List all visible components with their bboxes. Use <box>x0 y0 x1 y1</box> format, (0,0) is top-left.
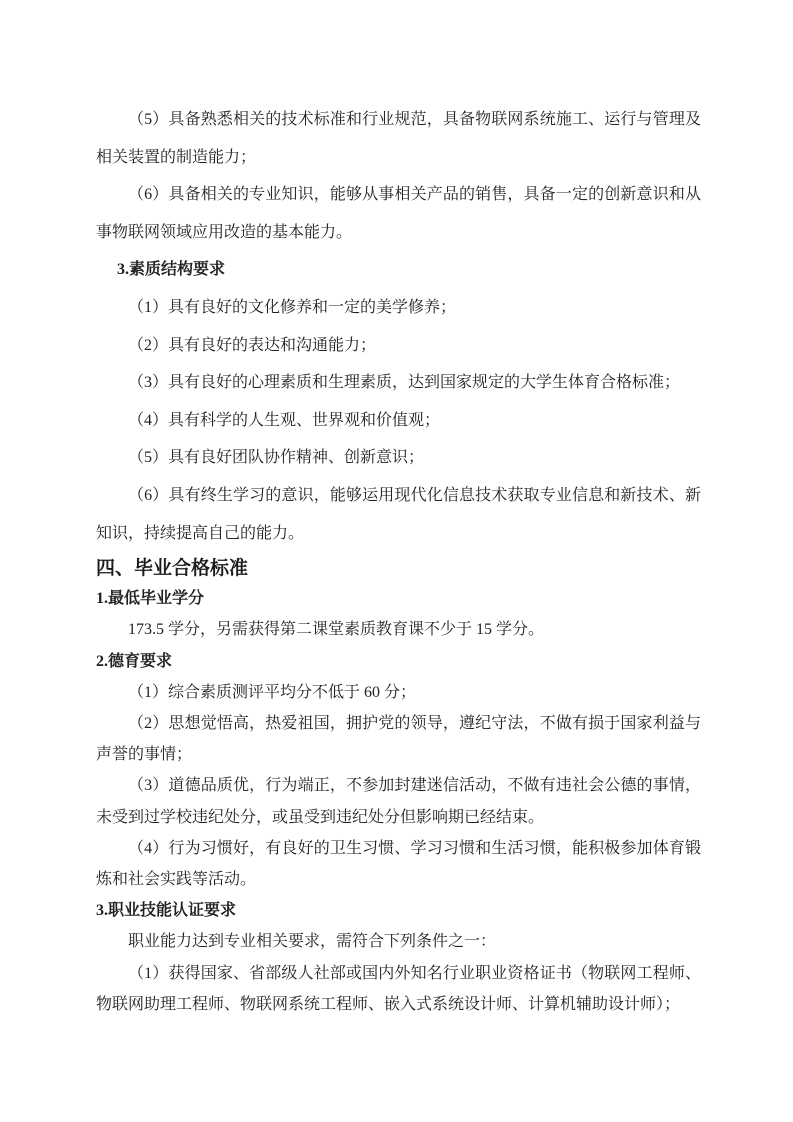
body-paragraph-quality-6: （6）具有终生学习的意识，能够运用现代化信息技术获取专业信息和新技术、新知识，持续提高自己的能力。 <box>96 486 701 542</box>
body-paragraph-certification-intro: 职业能力达到专业相关要求，需符合下列条件之一： <box>128 933 497 951</box>
body-paragraph-quality-3: （3）具有良好的心理素质和生理素质，达到国家规定的大学生体育合格标准； <box>128 374 681 392</box>
section-ability-and-quality <box>96 101 701 552</box>
section-heading-graduation-standards: 四、毕业合格标准 <box>96 558 249 580</box>
subheading-vocational-certification: 3.职业技能认证要求 <box>96 902 237 920</box>
body-paragraph-ability-6: （6）具备相关的专业知识，能够从事相关产品的销售，具备一定的创新意识和从事物联网领域应用改造的基本能力。 <box>96 186 701 241</box>
body-paragraph-moral-3: （3）道德品质优，行为端正，不参加封建迷信活动，不做有违社会公德的事情，未受到过学校违纪处分，或虽受到违纪处分但影响期已经结束。 <box>96 777 701 826</box>
body-paragraph-moral-2: （2）思想觉悟高，热爱祖国，拥护党的领导，遵纪守法，不做有损于国家利益与声誉的事情； <box>96 714 701 764</box>
section-graduation-standards <box>96 583 701 1020</box>
body-paragraph-certification-1: （1）获得国家、省部级人社部或国内外知名行业职业资格证书（物联网工程师、物联网助理工程师、物联网系统工程师、嵌入式系统设计师、计算机辅助设计师）； <box>96 964 701 1013</box>
body-paragraph-quality-5: （5）具有良好团队协作精神、创新意识； <box>128 449 425 467</box>
subheading-minimum-credits: 1.最低毕业学分 <box>96 590 205 608</box>
body-paragraph-ability-5: （5）具备熟悉相关的技术标准和行业规范，具备物联网系统施工、运行与管理及相关装置的制造能力； <box>96 111 701 166</box>
body-paragraph-quality-2: （2）具有良好的表达和沟通能力； <box>128 336 377 354</box>
body-paragraph-quality-1: （1）具有良好的文化修养和一定的美学修养； <box>128 298 457 316</box>
body-paragraph-credits: 173.5 学分，另需获得第二课堂素质教育课不少于 15 学分。 <box>128 621 545 639</box>
document-content <box>96 101 701 1020</box>
subheading-quality-structure: 3.素质结构要求 <box>117 261 226 279</box>
subheading-moral-education: 2.德育要求 <box>96 652 173 670</box>
body-paragraph-quality-4: （4）具有科学的人生观、世界观和价值观； <box>128 411 441 429</box>
body-paragraph-moral-1: （1）综合素质测评平均分不低于 60 分； <box>128 683 417 701</box>
body-paragraph-moral-4: （4）行为习惯好，有良好的卫生习惯、学习习惯和生活习惯，能积极参加体育锻炼和社会实践等活动。 <box>96 839 701 888</box>
